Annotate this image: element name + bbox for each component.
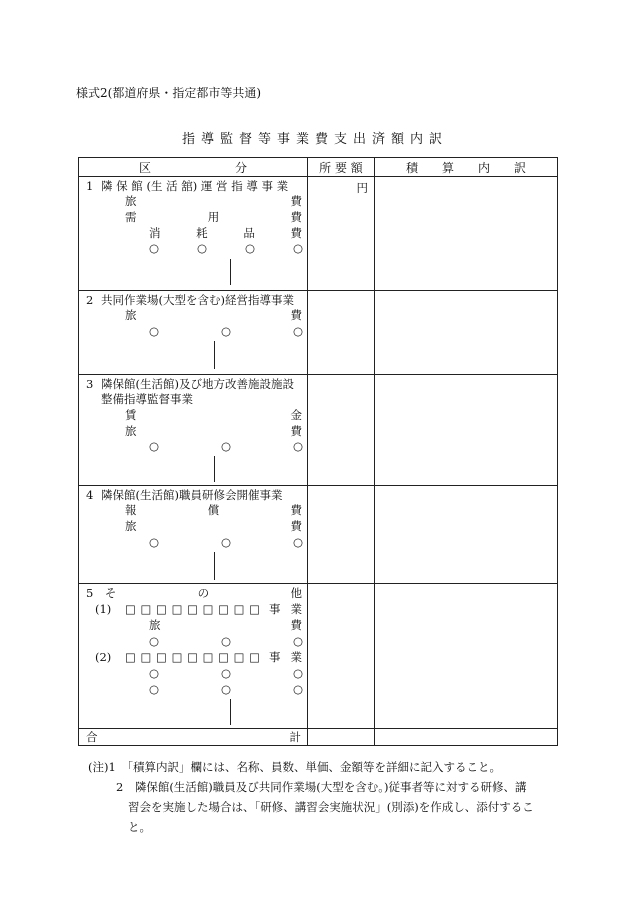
subitem-2-placeholder-row-2 [149, 682, 303, 697]
document-title: 指導監督等事業費支出済額内訳 [181, 132, 448, 147]
subitem-1-squares: □ □ □ □ □ □ □ □ □ [125, 601, 261, 616]
section-5-title-a: そ [104, 585, 117, 600]
section-3-placeholder-row [149, 439, 303, 454]
section-3-title-line-2: 整備指導監督事業 [101, 392, 193, 407]
placeholder-circle: ○ [220, 439, 232, 454]
placeholder-circle: ○ [244, 241, 256, 256]
table-header-row [79, 158, 558, 177]
section-3-title-line-1: 隣保館(生活館)及び地方改善施設施設 [101, 377, 294, 392]
table-row-section-5 [79, 583, 558, 728]
section-4-amount-cell [308, 485, 375, 583]
section-3-amount-cell [308, 375, 375, 485]
placeholder-circle: ○ [149, 681, 160, 696]
placeholder-circle: ○ [220, 665, 232, 680]
form-label: 様式2(都道府県・指定都市等共通) [76, 86, 261, 100]
section-5-number: 5 [86, 585, 94, 600]
placeholder-circle: ○ [292, 241, 303, 256]
table-row-total [79, 728, 558, 745]
section-1-number: 1 [86, 179, 94, 194]
subitem-2-placeholder-row-1 [149, 666, 303, 681]
note-2-line-2: 習会を実施した場合は、「研修、講習会実施状況」(別添)を作成し、添付するこ [128, 800, 534, 814]
continuation-line [230, 699, 231, 725]
section-2-travel-row [125, 308, 302, 323]
section-4-remuneration-c: 費 [290, 502, 302, 517]
section-3-number: 3 [86, 377, 94, 392]
section-4-title: 隣保館(生活館)職員研修会開催事業 [101, 487, 283, 502]
section-2-breakdown-cell [375, 291, 558, 375]
section-1-consumables-b: 耗 [196, 226, 208, 241]
placeholder-circle: ○ [292, 665, 303, 680]
table-row-section-2 [79, 291, 558, 375]
placeholder-circle: ○ [149, 324, 160, 339]
section-2-travel-b: 費 [290, 308, 302, 323]
table-row-section-4 [79, 485, 558, 583]
project-label-a: 事 [269, 649, 281, 664]
section-1-consumables-c: 品 [243, 226, 255, 241]
placeholder-circle: ○ [196, 241, 208, 256]
section-1-placeholder-row [149, 241, 303, 256]
total-label-b: 計 [289, 729, 301, 744]
placeholder-circle: ○ [292, 324, 303, 339]
section-1-supplies-b: 用 [207, 210, 220, 225]
section-1-consumables-a: 消 [149, 226, 161, 241]
placeholder-circle: ○ [292, 534, 303, 549]
section-4-category-cell [79, 485, 308, 583]
table-row-section-1 [79, 177, 558, 291]
section-5-breakdown-cell [375, 583, 558, 728]
section-1-travel-row [125, 194, 302, 209]
total-label-cell [79, 728, 308, 745]
section-4-number: 4 [86, 487, 94, 502]
project-label-b: 業 [290, 601, 302, 616]
section-5-title-b: の [197, 585, 210, 600]
note-2-line-1: 2 隣保館(生活館)職員及び共同作業場(大型を含む。)従事者等に対する研修、講 [116, 780, 527, 794]
placeholder-circle: ○ [292, 681, 303, 696]
subitem-2-number: (2) [95, 649, 112, 664]
section-3-breakdown-cell [375, 375, 558, 485]
table-row-section-3 [79, 375, 558, 485]
placeholder-circle: ○ [149, 633, 160, 648]
placeholder-circle: ○ [220, 534, 232, 549]
section-1-travel-a: 旅 [125, 194, 137, 209]
header-breakdown: 積 算 内 訳 [375, 158, 558, 177]
subitem-2-project-label [269, 650, 302, 665]
placeholder-circle: ○ [292, 439, 303, 454]
section-1-consumables-d: 費 [290, 226, 302, 241]
note-2-line-3: と。 [128, 820, 151, 834]
section-5-category-cell [79, 583, 308, 728]
header-required-amount: 所 要 額 [308, 158, 375, 177]
continuation-line [230, 259, 231, 285]
placeholder-circle: ○ [149, 534, 160, 549]
expense-breakdown-table [78, 157, 558, 746]
section-2-number: 2 [86, 293, 94, 308]
section-1-supplies-row [125, 210, 302, 225]
section-1-supplies-c: 費 [290, 210, 302, 225]
header-category: 区 分 [79, 158, 308, 177]
section-1-consumables-row [149, 226, 302, 241]
continuation-line [214, 456, 215, 482]
continuation-line [214, 341, 215, 369]
section-4-breakdown-cell [375, 485, 558, 583]
section-4-travel-a: 旅 [125, 518, 137, 533]
section-4-placeholder-row [149, 535, 303, 550]
continuation-line [214, 552, 215, 580]
placeholder-circle: ○ [292, 633, 303, 648]
section-3-travel-a: 旅 [125, 424, 137, 439]
subitem-1-travel-b: 費 [290, 617, 302, 632]
section-1-breakdown-cell [375, 177, 558, 291]
note-1: (注)1 「積算内訳」欄には、名称、員数、単価、金額等を詳細に記入すること。 [88, 760, 502, 774]
section-5-title-c: 他 [290, 585, 302, 600]
subitem-1-travel-row [149, 618, 302, 633]
yen-unit: 円 [356, 181, 368, 196]
section-2-placeholder-row [149, 324, 303, 339]
section-2-amount-cell [308, 291, 375, 375]
total-label-a: 合 [86, 729, 98, 744]
section-3-wages-row [125, 408, 302, 423]
section-1-supplies-a: 需 [125, 210, 137, 225]
section-1-travel-b: 費 [290, 194, 302, 209]
section-3-travel-b: 費 [290, 424, 302, 439]
section-4-remuneration-a: 報 [125, 502, 137, 517]
placeholder-circle: ○ [149, 241, 160, 256]
project-label-a: 事 [269, 601, 281, 616]
placeholder-circle: ○ [149, 665, 160, 680]
placeholder-circle: ○ [149, 439, 160, 454]
section-1-amount-cell [308, 177, 375, 291]
section-4-travel-b: 費 [290, 518, 302, 533]
section-3-wages-b: 金 [290, 408, 302, 423]
placeholder-circle: ○ [220, 681, 232, 696]
subitem-1-project-label [269, 602, 302, 617]
subitem-1-travel-a: 旅 [149, 617, 161, 632]
total-amount-cell [308, 728, 375, 745]
section-3-category-cell [79, 375, 308, 485]
subitem-1-number: (1) [95, 601, 112, 616]
section-5-amount-cell [308, 583, 375, 728]
notes [88, 757, 558, 837]
section-4-travel-row [125, 519, 302, 534]
subitem-1-placeholder-row [149, 634, 303, 649]
section-2-title: 共同作業場(大型を含む)経営指導事業 [101, 293, 294, 308]
section-2-category-cell [79, 291, 308, 375]
placeholder-circle: ○ [220, 633, 232, 648]
placeholder-circle: ○ [220, 324, 232, 339]
project-label-b: 業 [290, 649, 302, 664]
section-1-title: 隣 保 館 (生 活 舘) 運 営 指 導 事 業 [101, 179, 289, 194]
section-4-remuneration-b: 償 [207, 502, 220, 517]
section-3-wages-a: 賃 [125, 408, 137, 423]
section-5-title-row [86, 586, 302, 601]
section-1-category-cell [79, 177, 308, 291]
section-2-travel-a: 旅 [125, 308, 137, 323]
section-3-travel-row [125, 424, 302, 439]
section-4-remuneration-row [125, 503, 302, 518]
total-breakdown-cell [375, 728, 558, 745]
subitem-2-squares: □ □ □ □ □ □ □ □ □ [125, 649, 261, 664]
